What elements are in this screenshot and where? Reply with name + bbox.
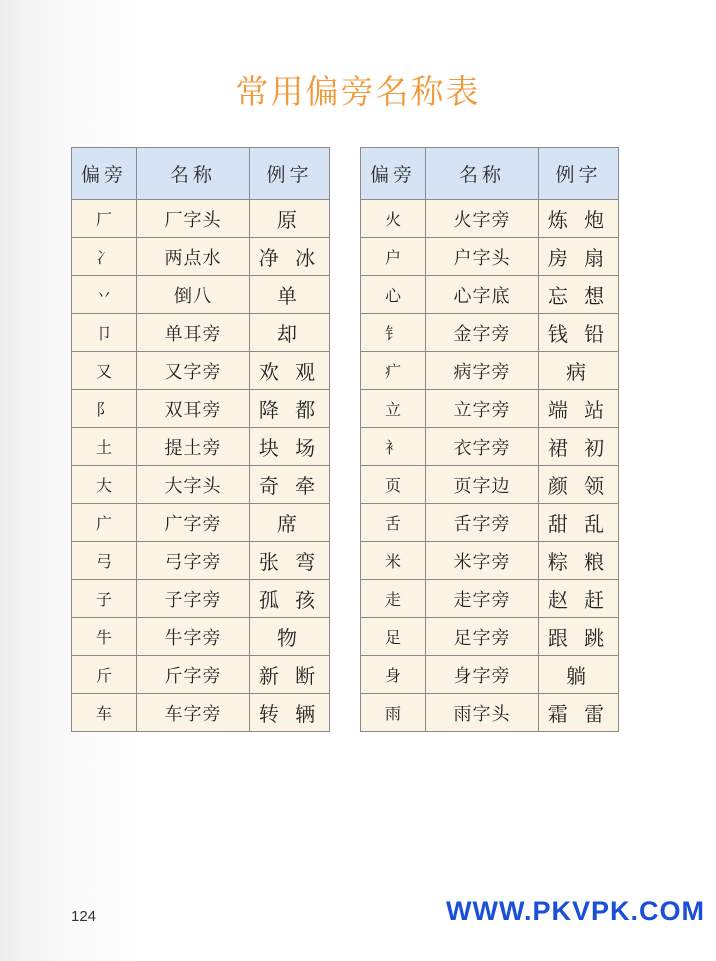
- radical-cell: 舌: [361, 504, 426, 542]
- header-radical: 偏旁: [72, 148, 137, 200]
- table-row: [72, 428, 330, 466]
- radical-cell: 厂: [72, 200, 137, 238]
- examples-cell: 原: [250, 200, 330, 238]
- radical-cell: 大: [72, 466, 137, 504]
- radical-cell: 丷: [72, 276, 137, 314]
- table-row: [361, 542, 619, 580]
- radical-cell: 子: [72, 580, 137, 618]
- examples-cell: 粽 粮: [539, 542, 619, 580]
- examples-cell: 新 断: [250, 656, 330, 694]
- table-row: [361, 428, 619, 466]
- examples-cell: 钱 铅: [539, 314, 619, 352]
- header-name: 名称: [426, 148, 539, 200]
- name-cell: 立字旁: [426, 390, 539, 428]
- examples-cell: 单: [250, 276, 330, 314]
- radical-cell: 钅: [361, 314, 426, 352]
- examples-cell: 颜 领: [539, 466, 619, 504]
- table-row: [72, 390, 330, 428]
- radical-cell: 走: [361, 580, 426, 618]
- page-edge: [700, 0, 716, 961]
- table-row: [361, 504, 619, 542]
- name-cell: 弓字旁: [137, 542, 250, 580]
- table-row: [72, 466, 330, 504]
- examples-cell: 张 弯: [250, 542, 330, 580]
- radical-cell: 雨: [361, 694, 426, 732]
- name-cell: 舌字旁: [426, 504, 539, 542]
- radical-cell: 冫: [72, 238, 137, 276]
- examples-cell: 霜 雷: [539, 694, 619, 732]
- radical-cell: 弓: [72, 542, 137, 580]
- table-row: [361, 694, 619, 732]
- examples-cell: 欢 观: [250, 352, 330, 390]
- radical-cell: 卩: [72, 314, 137, 352]
- radical-cell: 米: [361, 542, 426, 580]
- name-cell: 提土旁: [137, 428, 250, 466]
- examples-cell: 席: [250, 504, 330, 542]
- examples-cell: 却: [250, 314, 330, 352]
- name-cell: 页字边: [426, 466, 539, 504]
- examples-cell: 病: [539, 352, 619, 390]
- name-cell: 牛字旁: [137, 618, 250, 656]
- radical-cell: 又: [72, 352, 137, 390]
- name-cell: 足字旁: [426, 618, 539, 656]
- table-row: [72, 580, 330, 618]
- name-cell: 大字头: [137, 466, 250, 504]
- radical-cell: 页: [361, 466, 426, 504]
- examples-cell: 躺: [539, 656, 619, 694]
- examples-cell: 物: [250, 618, 330, 656]
- header-examples: 例字: [539, 148, 619, 200]
- name-cell: 双耳旁: [137, 390, 250, 428]
- header-radical: 偏旁: [361, 148, 426, 200]
- table-row: [361, 390, 619, 428]
- name-cell: 厂字头: [137, 200, 250, 238]
- table-header-row: [361, 148, 619, 200]
- radical-cell: 土: [72, 428, 137, 466]
- examples-cell: 转 辆: [250, 694, 330, 732]
- table-row: [72, 694, 330, 732]
- header-examples: 例字: [250, 148, 330, 200]
- name-cell: 户字头: [426, 238, 539, 276]
- examples-cell: 奇 牵: [250, 466, 330, 504]
- examples-cell: 炼 炮: [539, 200, 619, 238]
- radical-cell: 身: [361, 656, 426, 694]
- radical-cell: 斤: [72, 656, 137, 694]
- name-cell: 身字旁: [426, 656, 539, 694]
- table-row: [72, 656, 330, 694]
- table-row: [72, 276, 330, 314]
- examples-cell: 赵 赶: [539, 580, 619, 618]
- table-row: [72, 200, 330, 238]
- examples-cell: 降 都: [250, 390, 330, 428]
- table-row: [361, 580, 619, 618]
- examples-cell: 块 场: [250, 428, 330, 466]
- page-title: 常用偏旁名称表: [235, 72, 481, 111]
- name-cell: 广字旁: [137, 504, 250, 542]
- radical-cell: 衤: [361, 428, 426, 466]
- table-row: [72, 618, 330, 656]
- table-row: [72, 238, 330, 276]
- table-row: [361, 200, 619, 238]
- name-cell: 走字旁: [426, 580, 539, 618]
- radical-table-left: [71, 147, 330, 732]
- name-cell: 心字底: [426, 276, 539, 314]
- radical-cell: 户: [361, 238, 426, 276]
- radical-cell: 心: [361, 276, 426, 314]
- page-number: 124: [71, 908, 97, 925]
- name-cell: 金字旁: [426, 314, 539, 352]
- radical-cell: 火: [361, 200, 426, 238]
- table-row: [361, 238, 619, 276]
- radical-cell: 立: [361, 390, 426, 428]
- name-cell: 子字旁: [137, 580, 250, 618]
- examples-cell: 孤 孩: [250, 580, 330, 618]
- examples-cell: 端 站: [539, 390, 619, 428]
- examples-cell: 裙 初: [539, 428, 619, 466]
- table-row: [361, 276, 619, 314]
- table-row: [361, 352, 619, 390]
- name-cell: 车字旁: [137, 694, 250, 732]
- watermark: WWW.PKVPK.COM: [446, 896, 705, 926]
- radical-cell: 疒: [361, 352, 426, 390]
- name-cell: 又字旁: [137, 352, 250, 390]
- radical-table-right: [360, 147, 619, 732]
- examples-cell: 甜 乱: [539, 504, 619, 542]
- table-header-row: [72, 148, 330, 200]
- name-cell: 斤字旁: [137, 656, 250, 694]
- radical-cell: 足: [361, 618, 426, 656]
- name-cell: 米字旁: [426, 542, 539, 580]
- name-cell: 衣字旁: [426, 428, 539, 466]
- table-row: [72, 504, 330, 542]
- table-row: [361, 618, 619, 656]
- name-cell: 雨字头: [426, 694, 539, 732]
- radical-cell: 阝: [72, 390, 137, 428]
- table-row: [361, 656, 619, 694]
- table-row: [361, 314, 619, 352]
- name-cell: 病字旁: [426, 352, 539, 390]
- table-row: [72, 542, 330, 580]
- table-row: [361, 466, 619, 504]
- name-cell: 火字旁: [426, 200, 539, 238]
- radical-cell: 广: [72, 504, 137, 542]
- name-cell: 两点水: [137, 238, 250, 276]
- name-cell: 倒八: [137, 276, 250, 314]
- name-cell: 单耳旁: [137, 314, 250, 352]
- table-row: [72, 352, 330, 390]
- examples-cell: 忘 想: [539, 276, 619, 314]
- radical-cell: 车: [72, 694, 137, 732]
- examples-cell: 房 扇: [539, 238, 619, 276]
- header-name: 名称: [137, 148, 250, 200]
- table-row: [72, 314, 330, 352]
- radical-cell: 牛: [72, 618, 137, 656]
- examples-cell: 跟 跳: [539, 618, 619, 656]
- examples-cell: 净 冰: [250, 238, 330, 276]
